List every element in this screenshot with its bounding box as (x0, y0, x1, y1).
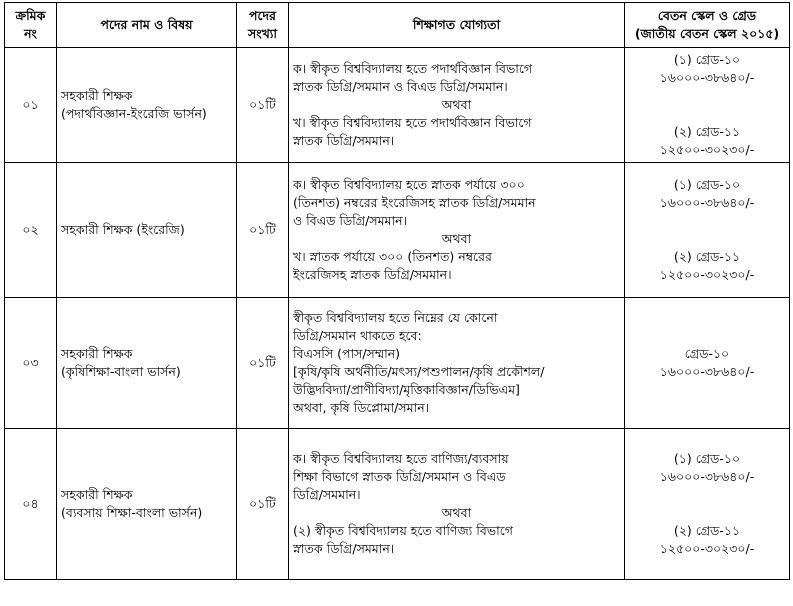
post-name: সহকারী শিক্ষক (ইংরেজি) (61, 222, 185, 237)
header-serial: ক্রমিক নং (5, 3, 57, 48)
post-cell (57, 429, 237, 580)
serial-cell: ০৪ (5, 429, 57, 580)
post-subject: (কৃষিশিক্ষা-বাংলা ভার্সন) (61, 364, 181, 379)
job-vacancy-table (4, 2, 790, 580)
count-cell: ০১টি (237, 429, 289, 580)
count-cell: ০১টি (237, 48, 289, 163)
serial-cell: ০৩ (5, 298, 57, 429)
qualification-cell: ক। স্বীকৃত বিশ্ববিদ্যালয় হতে স্নাতক পর্যায়ে ৩০০ (তিনশত) নম্বরের ইংরেজিসহ স্নাতক ডিগ্রি/সমমান ও বিএড ডিগ্রি/সমমান। অথবা খ। স্নাতক পর্যায়ে ৩০০ (তিনশত) নম্বরের ইংরেজিসহ স্নাতক ডিগ্রি/সমমান। (289, 163, 625, 298)
post-name: সহকারী শিক্ষক (61, 487, 133, 502)
or-divider: অথবা (441, 231, 472, 246)
post-name: সহকারী শিক্ষক (61, 346, 133, 361)
post-subject: (ব্যবসায় শিক্ষা-বাংলা ভার্সন) (61, 505, 203, 520)
qualification-cell: ক। স্বীকৃত বিশ্ববিদ্যালয় হতে পদার্থবিজ্ঞান বিভাগে স্নাতক ডিগ্রি/সমমান ও বিএড ডিগ্রি/সমমান। অথবা খ। স্বীকৃত বিশ্ববিদ্যালয় হতে পদার্থবিজ্ঞান বিভাগে স্নাতক ডিগ্রি/সমমান। (289, 48, 625, 163)
post-subject: (পদার্থবিজ্ঞান-ইংরেজি ভার্সন) (61, 106, 207, 121)
or-divider: অথবা (441, 97, 472, 112)
table-row (5, 163, 790, 298)
serial-cell: ০২ (5, 163, 57, 298)
table-header-row (5, 3, 790, 48)
pay-scale-cell: গ্রেড-১০ ১৬০০০-৩৮৬৪০/- (625, 298, 790, 429)
header-post: পদের নাম ও বিষয় (57, 3, 237, 48)
header-count: পদের সংখ্যা (237, 3, 289, 48)
count-cell: ০১টি (237, 298, 289, 429)
post-name: সহকারী শিক্ষক (61, 88, 133, 103)
post-cell (57, 298, 237, 429)
post-cell (57, 163, 237, 298)
qualification-cell: ক। স্বীকৃত বিশ্ববিদ্যালয় হতে বাণিজ্য/ব্যবসায় শিক্ষা বিভাগে স্নাতক ডিগ্রি/সমমান ও বিএড ডিগ্রি/সমমান। অথবা (২) স্বীকৃত বিশ্ববিদ্যালয় হতে বাণিজ্য বিভাগে স্নাতক ডিগ্রি/সমমান। (289, 429, 625, 580)
or-divider: অথবা (441, 505, 472, 520)
table-row (5, 429, 790, 580)
serial-cell: ০১ (5, 48, 57, 163)
post-cell (57, 48, 237, 163)
table-row (5, 298, 790, 429)
pay-scale-cell: (১) গ্রেড-১০ ১৬০০০-৩৮৬৪০/- (২) গ্রেড-১১ ১২৫০০-৩০২৩০/- (625, 429, 790, 580)
pay-scale-cell: (১) গ্রেড-১০ ১৬০০০-৩৮৬৪০/- (২) গ্রেড-১১ ১২৫০০-৩০২৩০/- (625, 163, 790, 298)
pay-scale-cell: (১) গ্রেড-১০ ১৬০০০-৩৮৬৪০/- (২) গ্রেড-১১ ১২৫০০-৩০২৩০/- (625, 48, 790, 163)
table-row (5, 48, 790, 163)
header-qualification: শিক্ষাগত যোগ্যতা (289, 3, 625, 48)
count-cell: ০১টি (237, 163, 289, 298)
header-pay-scale: বেতন স্কেল ও গ্রেড (জাতীয় বেতন স্কেল ২০১৫) (625, 3, 790, 48)
qualification-cell: স্বীকৃত বিশ্ববিদ্যালয় হতে নিম্নের যে কোনো ডিগ্রি/সমমান থাকতে হবে: বিএসসি (পাস/সম্মান) [কৃষি/কৃষি অর্থনীতি/মৎস্য/পশুপালন/কৃষি প্রকৌশল/ উদ্ভিদবিদ্যা/প্রাণীবিদ্যা/মৃত্তিকাবিজ্ঞান/ডিভিএম] অথবা, কৃষি ডিপ্লোমা/সমান। (289, 298, 625, 429)
